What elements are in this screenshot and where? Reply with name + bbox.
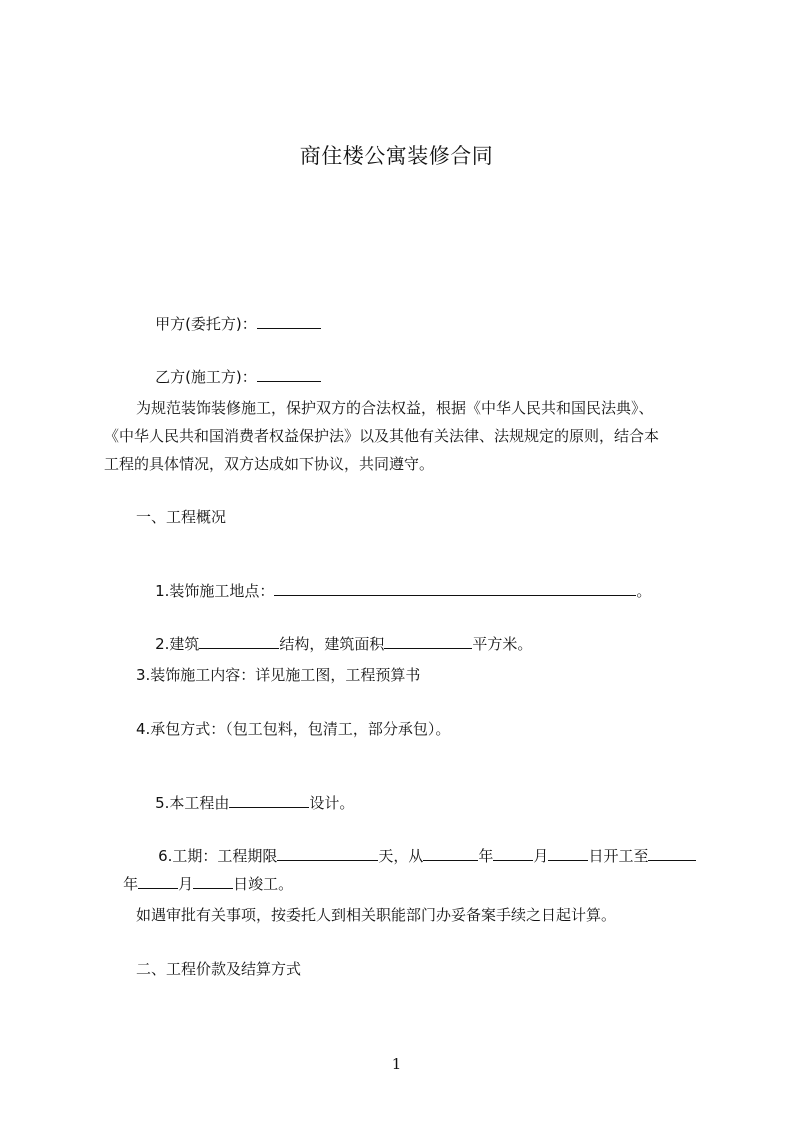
item-6-text-f: 年 — [123, 875, 139, 893]
item-4-line: 4.承包方式：（包工包料，包清工，部分承包）。 — [136, 720, 451, 738]
section-2-heading: 二、工程价款及结算方式 — [136, 960, 302, 978]
item-6-text-g: 月 — [178, 875, 194, 893]
item-6-blank-end-year — [648, 845, 696, 861]
item-2-text-a: 2.建筑 — [155, 635, 200, 653]
item-6-text-a: 6.工期：工程期限 — [158, 847, 278, 865]
item-2-text-b: 结构，建筑面积 — [279, 635, 385, 653]
item-6-text-d: 月 — [533, 847, 549, 865]
item-6-blank-end-day — [193, 873, 233, 889]
party-b-blank — [257, 366, 321, 382]
item-6-text-h: 日竣工。 — [233, 875, 294, 893]
item-2-blank-structure — [199, 633, 279, 649]
approval-note: 如遇审批有关事项，按委托人到相关职能部门办妥备案手续之日起计算。 — [136, 906, 617, 924]
item-6-text-b: 天，从 — [378, 847, 424, 865]
item-6-text-e: 日开工至 — [588, 847, 649, 865]
item-6-blank-end-month — [138, 873, 178, 889]
item-6-blank-start-year — [423, 845, 478, 861]
preamble-line-1: 为规范装饰装修施工，保护双方的合法权益，根据《中华人民共和国民法典》、 — [136, 399, 654, 417]
party-b-label: 乙方(施工方)： — [155, 368, 257, 386]
item-1-label: 1.装饰施工地点： — [155, 582, 275, 600]
preamble-line-2: 《中华人民共和国消费者权益保护法》以及其他有关法律、法规规定的原则，结合本 — [104, 427, 660, 445]
party-a-blank — [257, 313, 321, 329]
document-title: 商住楼公寓装修合同 — [299, 144, 494, 168]
item-6-blank-start-month — [493, 845, 533, 861]
item-6-text-c: 年 — [478, 847, 494, 865]
preamble-line-3: 工程的具体情况，双方达成如下协议，共同遵守。 — [104, 455, 435, 473]
item-1-end: 。 — [636, 582, 652, 600]
party-a-label: 甲方(委托方)： — [155, 315, 257, 333]
item-3-line: 3.装饰施工内容：详见施工图，工程预算书 — [136, 666, 421, 684]
item-5-blank — [229, 792, 309, 808]
item-2-text-c: 平方米。 — [472, 635, 533, 653]
item-6-blank-start-day — [548, 845, 588, 861]
page-number: 1 — [391, 1055, 402, 1073]
item-5-text-a: 5.本工程由 — [155, 794, 230, 812]
item-2-blank-area — [384, 633, 472, 649]
item-1-blank — [274, 580, 636, 596]
section-1-heading: 一、工程概况 — [136, 508, 227, 526]
item-5-text-b: 设计。 — [309, 794, 355, 812]
